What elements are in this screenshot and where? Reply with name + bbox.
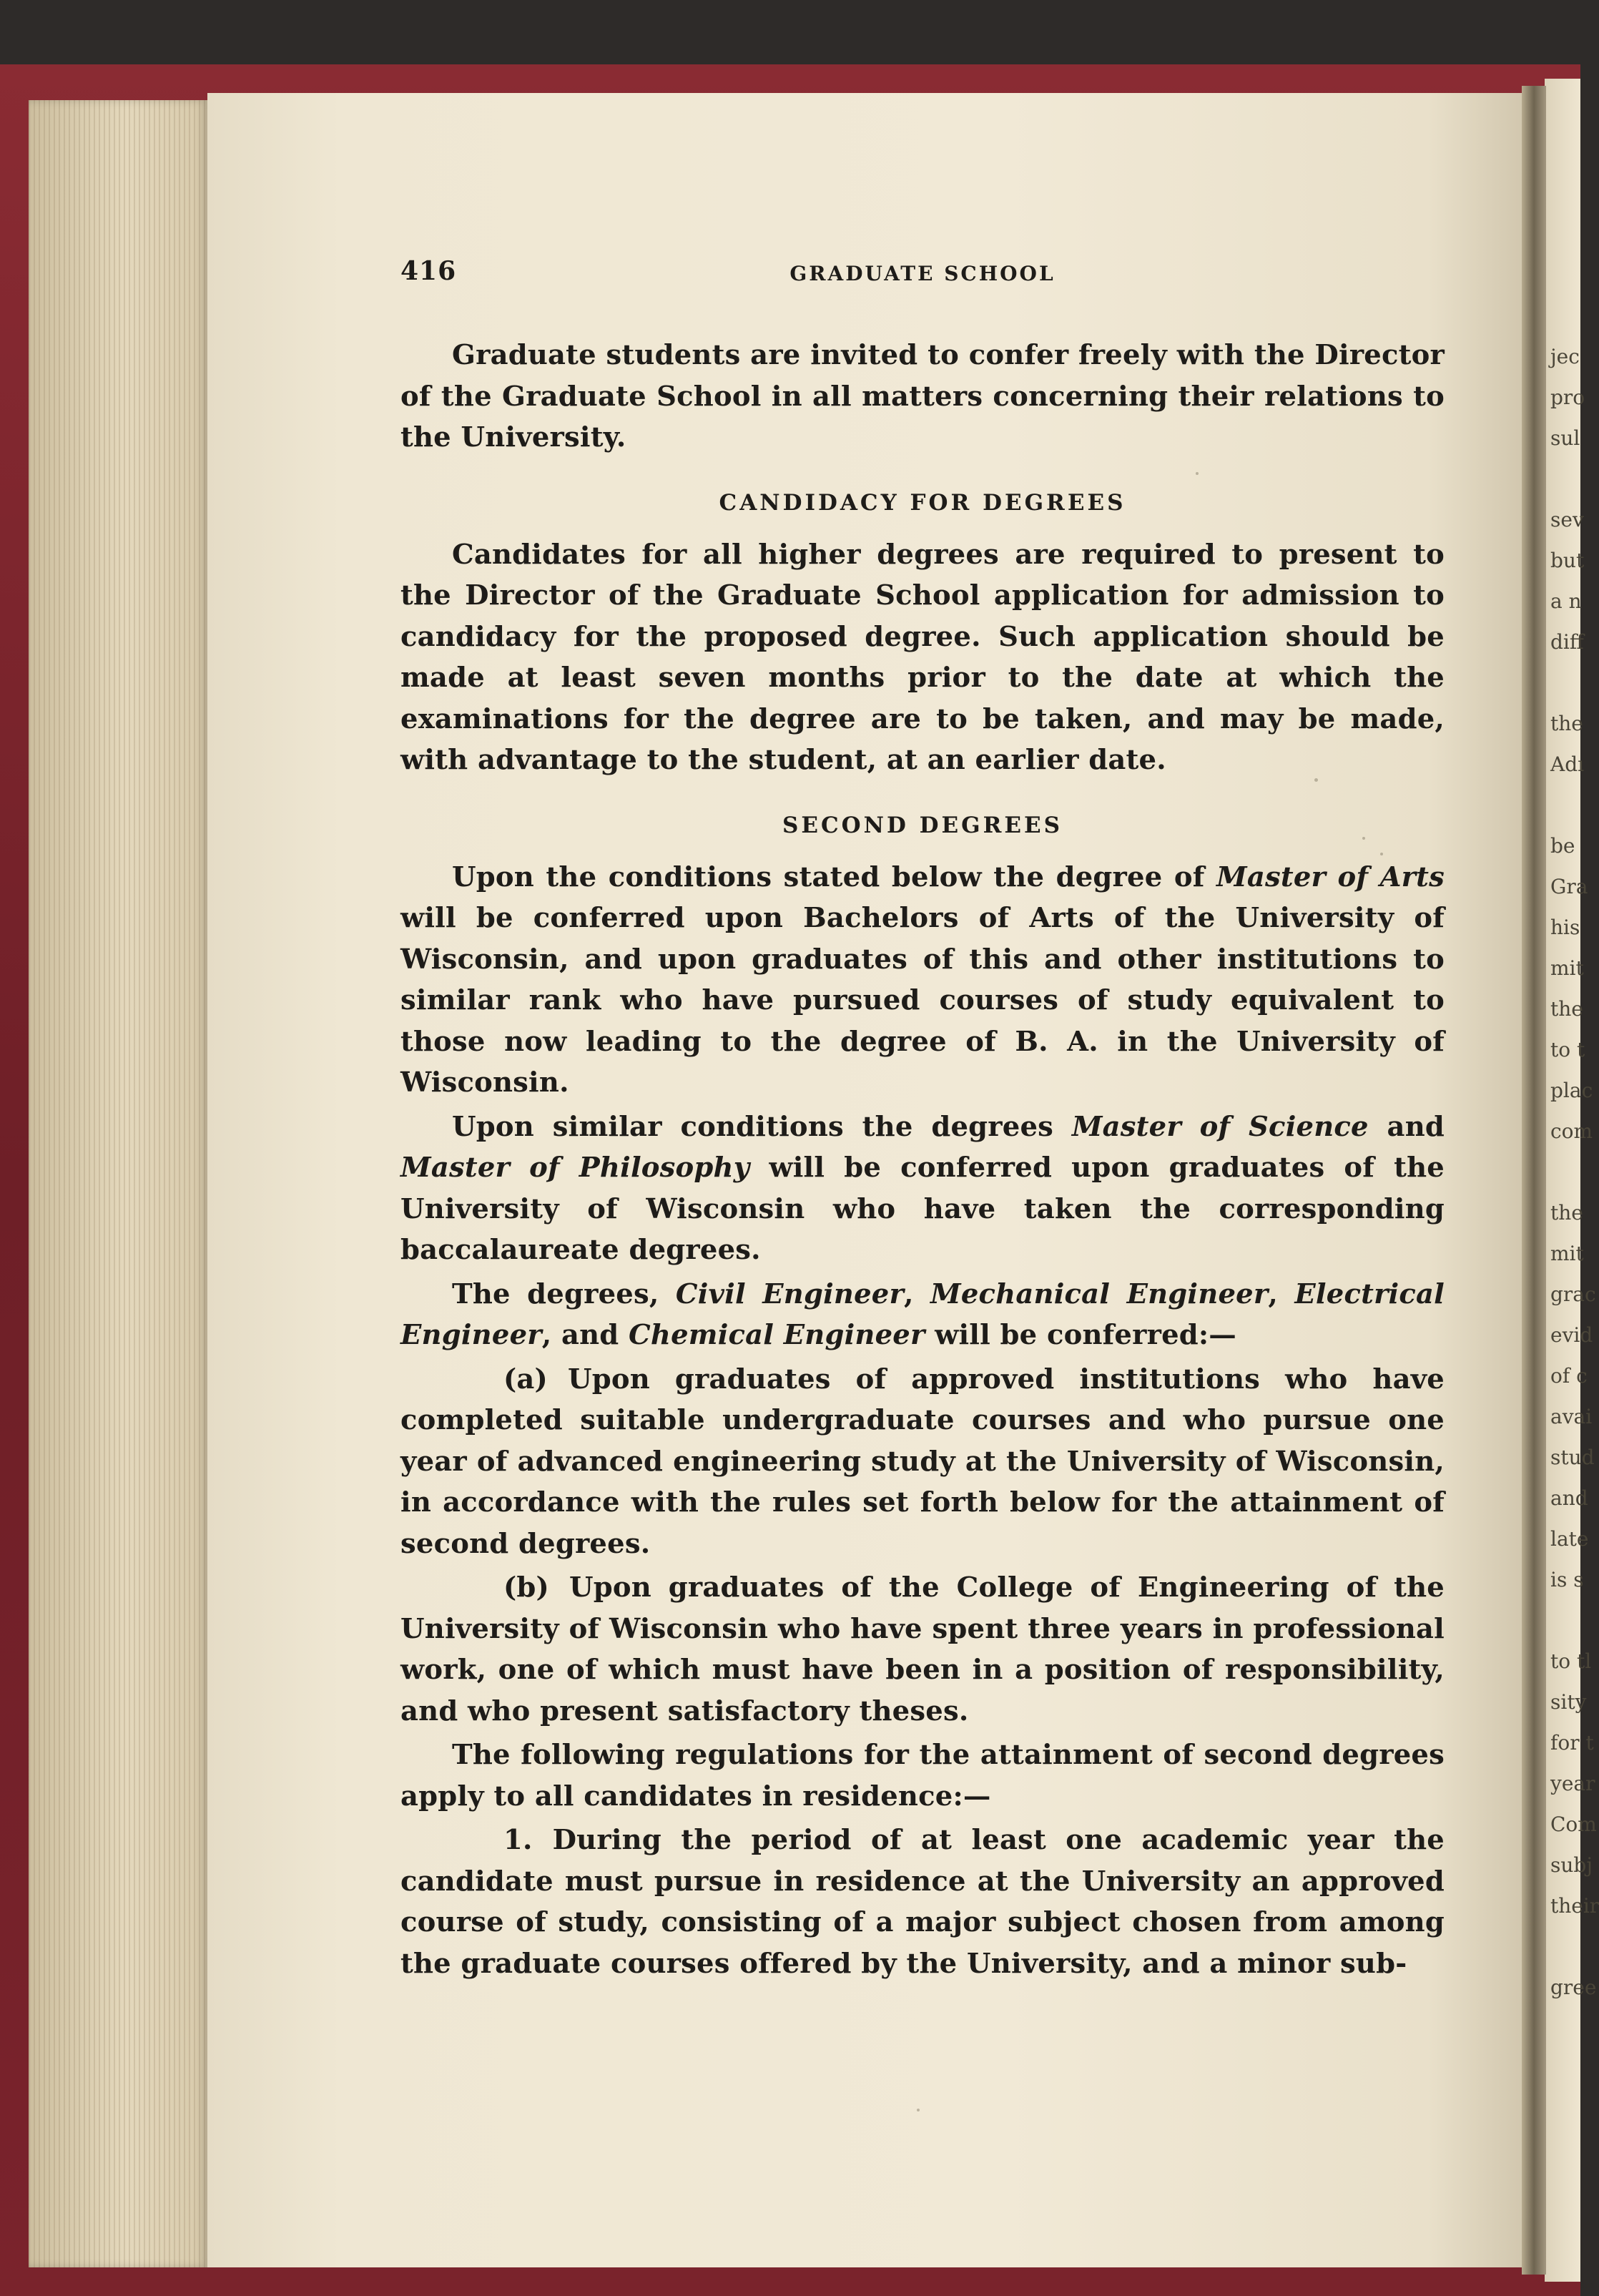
item-label: 1. bbox=[503, 1824, 533, 1856]
degree-name: Chemical Engineer bbox=[629, 1319, 925, 1351]
facing-page-fragment: stud bbox=[1550, 1446, 1595, 1469]
facing-page-fragment: Adı bbox=[1550, 752, 1585, 776]
page-number: 416 bbox=[400, 256, 457, 286]
facing-page-fragment: be bbox=[1550, 834, 1575, 858]
facing-page-fragment bbox=[1550, 458, 1580, 499]
paper-speck bbox=[917, 2109, 920, 2111]
facing-page-fragment: Gra bbox=[1550, 875, 1588, 898]
facing-page-fragment: is s bbox=[1550, 1568, 1584, 1591]
facing-page-fragment: pro bbox=[1550, 386, 1585, 409]
facing-page-fragment: Com bbox=[1550, 1812, 1597, 1836]
running-head bbox=[400, 256, 1445, 295]
facing-page-fragment: and bbox=[1550, 1486, 1588, 1510]
facing-page-fragment: a n bbox=[1550, 589, 1582, 613]
facing-page-fragment: their bbox=[1550, 1894, 1599, 1918]
degree-name: Master of Science bbox=[1071, 1110, 1369, 1143]
second-degrees-heading: SECOND DEGREES bbox=[782, 812, 1063, 838]
facing-page-fragment: for t bbox=[1550, 1731, 1594, 1755]
intro-paragraph: Graduate students are invited to confer freely with the Director of the Graduate School in all matters concerning their relations to the University. bbox=[400, 339, 1445, 453]
degree-name: Mechanical Engineer bbox=[930, 1277, 1269, 1310]
master-of-science-paragraph: Upon similar conditions the degrees Master of Science and Master of Philosophy will be conferred upon graduates of the University of Wisconsin who have taken the corresponding baccalaureate degrees. bbox=[400, 1110, 1445, 1266]
facing-page-fragment bbox=[1550, 785, 1580, 825]
facing-page-fragment: sev bbox=[1550, 508, 1584, 531]
facing-page-fragment: subj bbox=[1550, 1853, 1593, 1877]
page-text-block bbox=[400, 256, 1445, 1987]
facing-page-fragment: avai bbox=[1550, 1405, 1593, 1428]
facing-page-fragment: plac bbox=[1550, 1079, 1593, 1102]
item-label: (b) bbox=[503, 1571, 549, 1604]
facing-page-fragment: the bbox=[1550, 997, 1583, 1021]
degree-name: Master of Philosophy bbox=[400, 1152, 750, 1184]
item-label: (a) bbox=[503, 1363, 548, 1395]
page-edges bbox=[29, 100, 207, 2267]
condition-a: (a) Upon graduates of approved institutions who have completed suitable undergraduate courses and who pursue one year of advanced engineering study at the University of Wisconsin, in accordance with the rules set forth below for the attainment of second degrees. bbox=[400, 1359, 1445, 1565]
degree-name: Civil Engineer bbox=[675, 1277, 904, 1310]
engineering-degrees-paragraph: The degrees, Civil Engineer, Mechanical Engineer, Electrical Engineer, and Chemical Engineer will be conferred:— bbox=[400, 1277, 1445, 1351]
facing-page-fragment: to t bbox=[1550, 1038, 1585, 1061]
facing-page-fragment: mit bbox=[1550, 956, 1584, 980]
regulations-paragraph: The following regulations for the attainment of second degrees apply to all candidates in residence:— bbox=[400, 1739, 1445, 1812]
facing-page-fragment: to tl bbox=[1550, 1649, 1592, 1673]
facing-page-fragment: com bbox=[1550, 1119, 1593, 1143]
candidacy-paragraph: Candidates for all higher degrees are required to present to the Director of the Graduate School application for admission to candidacy for the proposed degree. Such application should be made at least seven months prior to the date at which the examinations for the degree are to be taken, and may be made, with advantage to the student, at an earlier date. bbox=[400, 538, 1445, 776]
running-title: GRADUATE SCHOOL bbox=[789, 262, 1056, 285]
facing-page-fragment: his bbox=[1550, 916, 1580, 939]
facing-page-fragment bbox=[1550, 1600, 1580, 1641]
facing-page-fragment: the bbox=[1550, 1201, 1583, 1225]
facing-page-fragment: mit bbox=[1550, 1242, 1584, 1265]
book-gutter bbox=[1522, 86, 1546, 2275]
master-of-arts-paragraph: Upon the conditions stated below the degree of Master of Arts will be conferred upon Bachelors of Arts of the University of Wisconsin, and upon graduates of this and other institutions to similar rank who have pursued courses of study equivalent to those now leading to the degree of B. A. in the University of Wisconsin. bbox=[400, 860, 1445, 1099]
facing-page-fragment: jec bbox=[1550, 345, 1580, 368]
facing-page-fragments bbox=[1550, 336, 1599, 2008]
facing-page-fragment bbox=[1550, 662, 1580, 703]
degree-name: Electrical Engineer bbox=[400, 1277, 1445, 1351]
facing-page-fragment: grac bbox=[1550, 1282, 1596, 1306]
degree-name: Master of Arts bbox=[1216, 860, 1445, 893]
facing-page-fragment bbox=[1550, 1152, 1580, 1192]
facing-page-fragment: sity bbox=[1550, 1690, 1587, 1714]
facing-page-fragment: evid bbox=[1550, 1323, 1593, 1347]
facing-page-fragment: sul bbox=[1550, 426, 1580, 450]
facing-page-fragment: but bbox=[1550, 549, 1585, 572]
candidacy-heading: CANDIDACY FOR DEGREES bbox=[719, 489, 1126, 516]
facing-page-fragment bbox=[1550, 1926, 1580, 1967]
facing-page-fragment: late bbox=[1550, 1527, 1589, 1551]
rule-1-paragraph: 1. During the period of at least one academic year the candidate must pursue in residence at the University an approved course of study, consisting of a major subject chosen from among the graduate courses offered by the University, and a minor sub- bbox=[400, 1820, 1445, 1984]
condition-b: (b) Upon graduates of the College of Engineering of the University of Wisconsin who have spent three years in professional work, one of which must have been in a position of responsibility, and who present satisfactory theses. bbox=[400, 1567, 1445, 1732]
facing-page-fragment: gree bbox=[1550, 1976, 1597, 1999]
facing-page-fragment: of c bbox=[1550, 1364, 1588, 1388]
facing-page-fragment: the bbox=[1550, 712, 1583, 735]
facing-page-fragment: diff bbox=[1550, 630, 1584, 654]
facing-page-fragment: year bbox=[1550, 1772, 1595, 1795]
